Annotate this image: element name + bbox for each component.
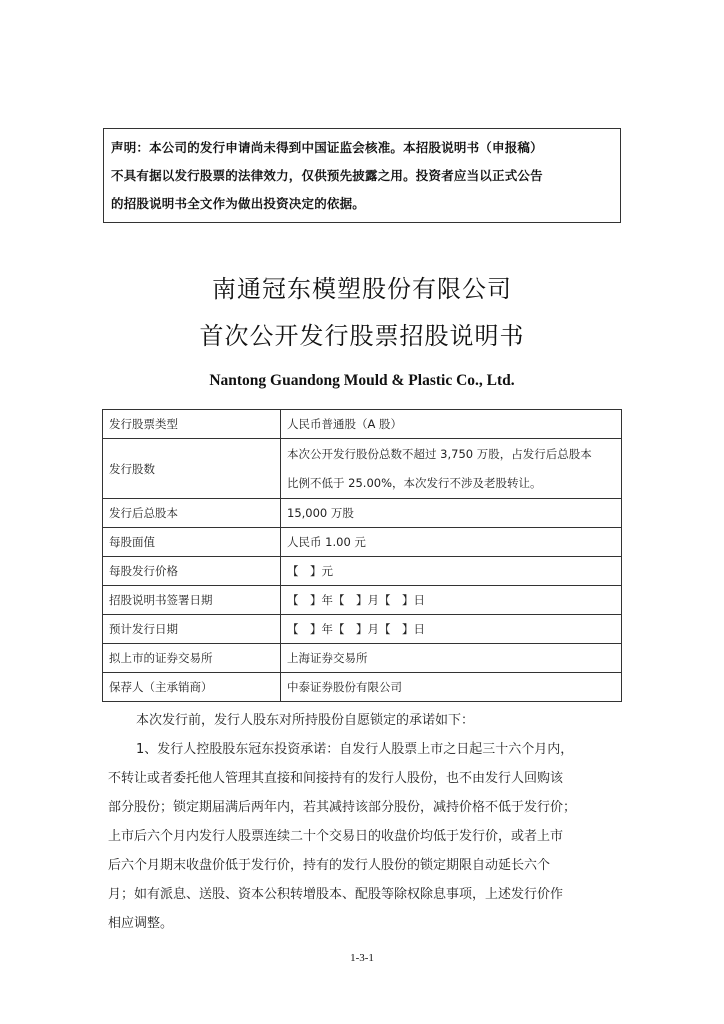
page-number: 1-3-1: [350, 952, 374, 964]
commitment-line: 相应调整。: [108, 916, 174, 931]
company-name-title: 南通冠东模塑股份有限公司: [212, 275, 512, 303]
disclaimer-line-3: 的招股说明书全文作为做出投资决定的依据。: [111, 196, 366, 211]
table-row: [103, 586, 622, 615]
row-value: 中泰证券股份有限公司: [281, 673, 622, 702]
commitment-line: 部分股份；锁定期届满后两年内，若其减持该部分股份，减持价格不低于发行价；: [108, 800, 577, 815]
table-row: [103, 557, 622, 586]
row-label: 每股面值: [103, 528, 281, 557]
table-row: [103, 499, 622, 528]
intro-paragraph: 本次发行前，发行人股东对所持股份自愿锁定的承诺如下：: [136, 713, 475, 728]
offering-info-table: [102, 409, 622, 702]
table-row: [103, 439, 622, 499]
commitment-line: 不转让或者委托他人管理其直接和间接持有的发行人股份，也不由发行人回购该: [108, 771, 564, 786]
table-row: [103, 615, 622, 644]
row-label: 发行股数: [103, 439, 281, 499]
commitment-line: 1、发行人控股股东冠东投资承诺：自发行人股票上市之日起三十六个月内，: [136, 742, 574, 757]
commitment-line: 后六个月期末收盘价低于发行价，持有的发行人股份的锁定期限自动延长六个: [108, 858, 551, 873]
table-row: [103, 673, 622, 702]
row-label: 招股说明书签署日期: [103, 586, 281, 615]
table-row: [103, 410, 622, 439]
row-value: 【 】年【 】月【 】日: [281, 615, 622, 644]
row-value: 人民币 1.00 元: [281, 528, 622, 557]
row-value: 【 】元: [281, 557, 622, 586]
table-row: [103, 528, 622, 557]
row-value: [281, 439, 622, 499]
row-label: 发行后总股本: [103, 499, 281, 528]
row-label: 保荐人（主承销商）: [103, 673, 281, 702]
company-english-name: Nantong Guandong Mould & Plastic Co., Ltd.: [209, 372, 515, 389]
document-title: 首次公开发行股票招股说明书: [199, 322, 525, 350]
row-value: 【 】年【 】月【 】日: [281, 586, 622, 615]
row-value: 上海证券交易所: [281, 644, 622, 673]
disclaimer-line-2: 不具有据以发行股票的法律效力，仅供预先披露之用。投资者应当以正式公告: [111, 168, 543, 183]
lockup-commitment-text: [108, 706, 618, 938]
row-value: 15,000 万股: [281, 499, 622, 528]
row-label: 每股发行价格: [103, 557, 281, 586]
row-value: 人民币普通股（A 股）: [281, 410, 622, 439]
row-label: 发行股票类型: [103, 410, 281, 439]
disclaimer-line-1: 声明：本公司的发行申请尚未得到中国证监会核准。本招股说明书（申报稿）: [111, 140, 543, 155]
table-row: [103, 644, 622, 673]
row-label: 拟上市的证券交易所: [103, 644, 281, 673]
row-value-line-2: 比例不低于 25.00%，本次发行不涉及老股转让。: [287, 475, 542, 490]
row-label: 预计发行日期: [103, 615, 281, 644]
commitment-line: 上市后六个月内发行人股票连续二十个交易日的收盘价均低于发行价，或者上市: [108, 829, 564, 844]
disclaimer-box: [103, 128, 621, 223]
commitment-line: 月；如有派息、送股、资本公积转增股本、配股等除权除息事项，上述发行价作: [108, 887, 564, 902]
row-value-line-1: 本次公开发行股份总数不超过 3,750 万股，占发行后总股本: [287, 446, 592, 461]
